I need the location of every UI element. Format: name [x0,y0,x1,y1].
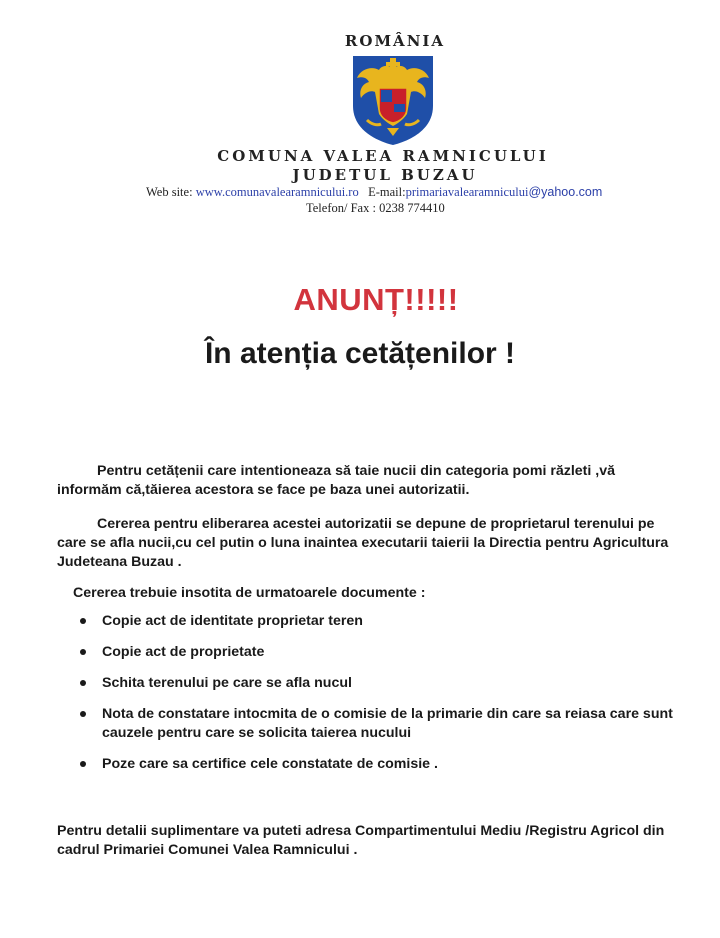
paragraph-request-text: Cererea pentru eliberarea acestei autorizatii se depune de proprietarul terenului pe care se afla nucii,cu cel putin o luna inaintea executarii taierii la Directia pentru Agricultura Judeteana Buzau . [57,516,669,570]
list-item-text: Poze care sa certifice cele constatate de comisie . [102,756,438,772]
phone-line: Telefon/ Fax : 0238 774410 [306,201,445,215]
website-label: Web site: [146,185,196,199]
bullet-icon [80,711,86,717]
county-name: JUDETUL BUZAU [292,166,478,184]
notice-subtitle: În atenția cetățenilor ! [204,337,516,370]
bullet-icon [80,618,86,624]
list-item [76,674,676,693]
contact-line [146,185,602,200]
list-item-text: Schita terenului pe care se afla nucul [102,675,352,691]
list-item [76,705,676,743]
list-item-text: Copie act de proprietate [102,644,265,660]
paragraph-contact: Pentru detalii suplimentare va puteti adresa Compartimentului Mediu /Registru Agricol din cadrul Primariei Comunei Valea Ramnicului . [57,823,665,858]
email-domain[interactable]: @yahoo.com [528,185,603,199]
notice-title: ANUNȚ!!!!! [293,282,459,317]
paragraph-documents-intro: Cererea trebuie insotita de urmatoarele documente : [73,585,426,601]
paragraph-intro-text: Pentru cetățenii care intentioneaza să taie nucii din categoria pomi răzleti ,vă informăm că,tăierea acestora se face pe baza unei autorizatii. [57,463,616,498]
romania-coat-of-arms-icon [347,54,439,146]
email-user[interactable]: primariavalearamnicului [405,185,529,199]
paragraph-request [57,515,677,572]
bullet-icon [80,680,86,686]
list-item-text: Nota de constatare intocmita de o comisie de la primarie din care sa reiasa care sunt cauzele pentru care se solicita taierea nucului [102,706,673,741]
commune-name: COMUNA VALEA RAMNICULUI [217,147,549,165]
paragraph-intro [57,462,677,500]
list-item [76,612,676,631]
bullet-icon [80,761,86,767]
bullet-icon [80,649,86,655]
list-item-text: Copie act de identitate proprietar teren [102,613,363,629]
email-label: E-mail: [368,185,406,199]
documents-list [76,612,676,786]
list-item [76,755,676,774]
list-item [76,643,676,662]
website-link[interactable]: www.comunavalearamnicului.ro [195,185,359,199]
country-title: ROMÂNIA [344,32,446,50]
